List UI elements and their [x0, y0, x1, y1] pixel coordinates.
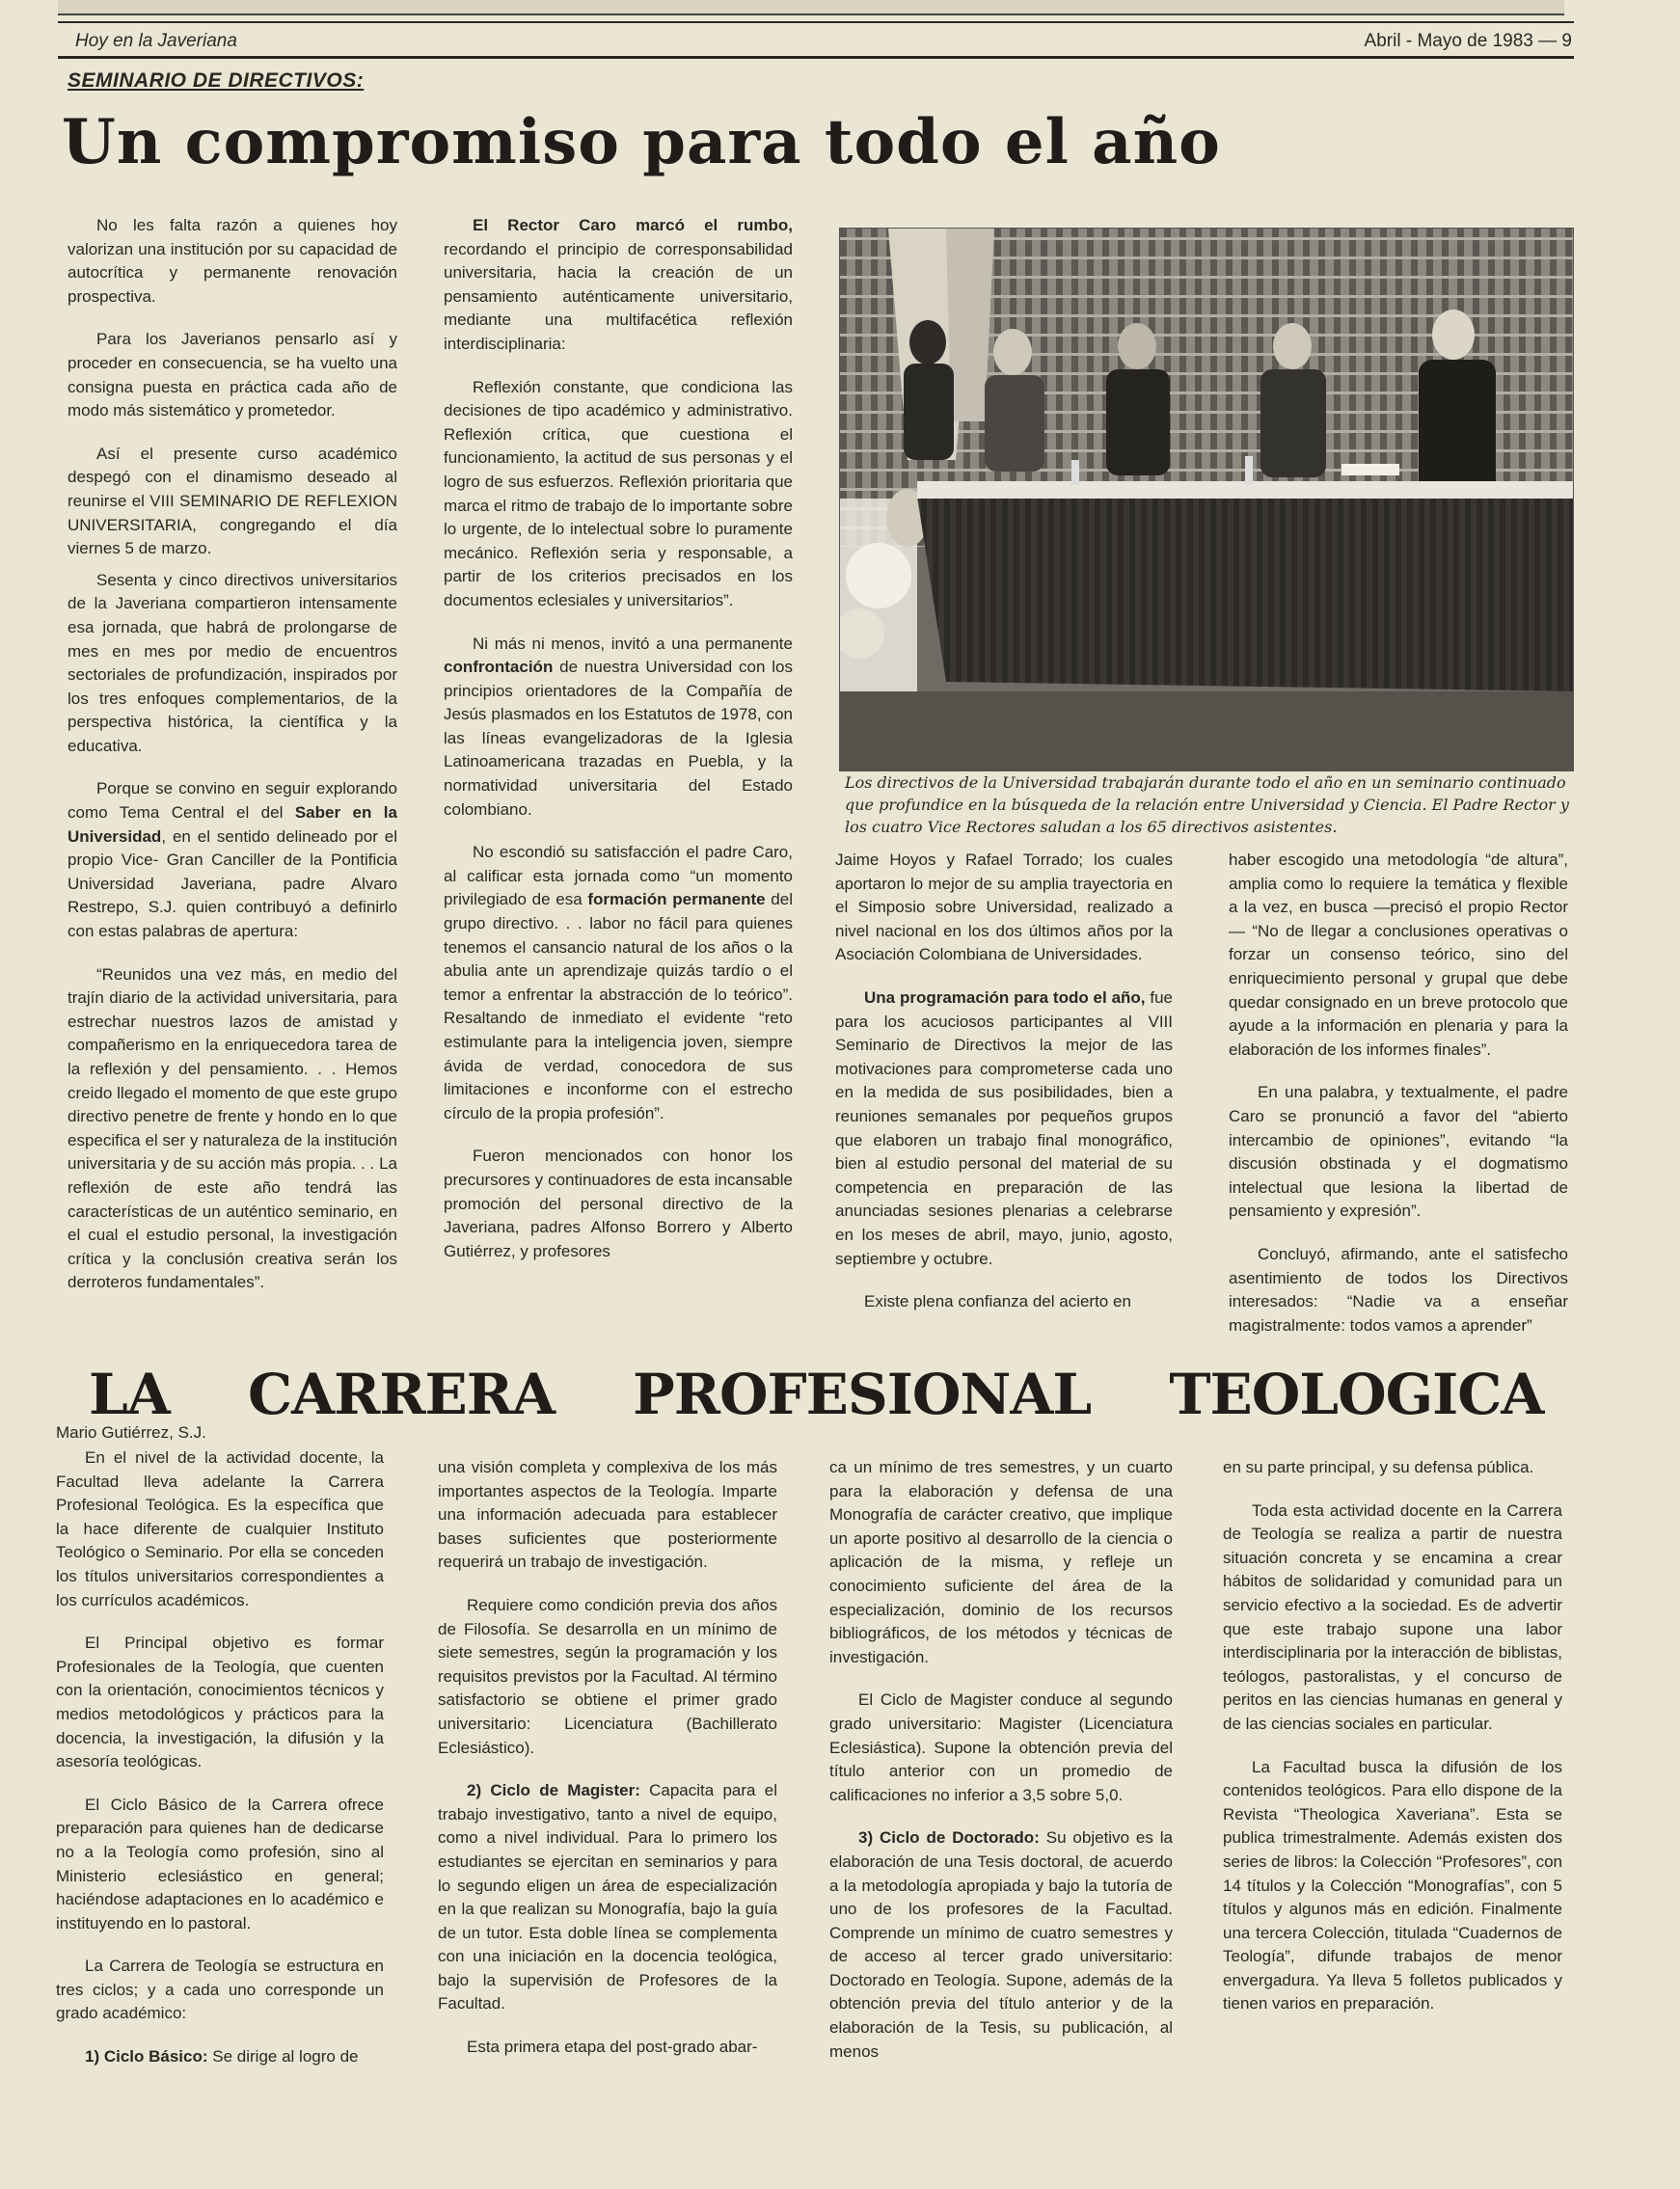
- paragraph: Porque se convino en seguir explorando como Tema Central el del Saber en la Universidad, en el sentido delineado por el propio Vice- Gran Canciller de la Pontificia Universidad Javeriana, padre Alvaro Restrepo, S.J. quien contribuyó a definirlo con estas palabras de apertura:: [68, 779, 397, 941]
- paragraph: haber escogido una metodología “de altura”, amplia como lo requiere la temática y flexible a la vez, en busca —precisó el propio Rector— “No de llegar a conclusiones operativas o forzar un consenso teórico, sino del enriquecimiento personal y grupal que debe quedar consignado en un breve protocolo que ayude a la información en plenaria y para la elaboración de los informes finales”.: [1229, 851, 1568, 1059]
- paragraph: El Rector Caro marcó el rumbo, recordando el principio de corresponsabilidad universitaria, hacia la creación de un pensamiento auténticamente universitario, mediante una multifacética reflexión interdisciplinaria:: [444, 216, 793, 353]
- paragraph: Una programación para todo el año, fue para los acuciosos participantes al VIII Seminario de Directivos la mejor de las motivaciones para comprometerse cada uno en la medida de sus posibilidades, bien a reuniones semanales por pequeños grupos que elaboren un trabajo final monográfico, bien al estudio personal del material de su competencia en preparación de las anunciadas sesiones plenarias a celebrarse en los meses de abril, mayo, junio, agosto, septiembre y octubre.: [835, 987, 1174, 1268]
- date-page-number: Abril - Mayo de 1983 — 9: [1364, 31, 1572, 51]
- paragraph: una visión completa y complexiva de los más importantes aspectos de la Teología. Imparte una información adecuada para establecer bases suficientes que posteriormente requerirá un trabajo de investigación.: [438, 1458, 777, 1572]
- bold-phrase: 3) Ciclo de Doctorado:: [858, 1828, 1040, 1848]
- previous-page-bleed: [58, 0, 1564, 15]
- paragraph: Concluyó, afirmando, ante el satisfecho asentimiento de todos los Directivos interesados: “Nadie va a enseñar magistralmente: todos vamos a aprender”: [1229, 1244, 1568, 1335]
- paragraph: 2) Ciclo de Magister: Capacita para el trabajo investigativo, tanto a nivel de equipo, como a nivel individual. Para lo primero los estudiantes se ejercitan en seminarios y para lo segundo eligen un área de especialización en la que realizan su Monografía, bajo la guía de un tutor. Esta doble línea se complementa con una iniciación en la docencia teológica, bajo la supervisión de Profesores de la Facultad.: [438, 1781, 777, 2013]
- article2-column-4: [1223, 1456, 1562, 2036]
- bold-phrase: El Rector Caro marcó el rumbo,: [473, 216, 793, 234]
- bold-phrase: Saber en la Universidad: [68, 803, 397, 846]
- paragraph: Reflexión constante, que condiciona las decisiones de tipo académico y administrativo. Reflexión crítica, que cuestiona el funcionamiento, la actitud de sus personas y el logro de sus esfuerzos. Reflexión prioritaria que marca el ritmo de trabajo de lo importante sobre lo urgente, de lo intelectual sobre lo puramente mecánico. Reflexión seria y responsable, a partir de los criterios precisados en los documentos eclesiales y universitarios”.: [444, 377, 793, 609]
- bold-phrase: 2) Ciclo de Magister:: [467, 1781, 640, 1800]
- article1-column-3: [835, 849, 1173, 1334]
- paragraph: No les falta razón a quienes hoy valorizan una institución por su capacidad de autocrítica y permanente renovación prospectiva.: [68, 216, 397, 306]
- paragraph: 1) Ciclo Básico: Se dirige al logro de: [85, 2047, 359, 2067]
- paragraph: La Facultad busca la difusión de los contenidos teológicos. Para ello dispone de la Revista “Theologica Xaveriana”. Esta se publica trimestralmente. Además existen dos series de libros: la Colección “Profesores”, con 14 títulos y la Colección “Monografías”, con 5 títulos y algunos más en edición. Finalmente una tercera Colección, titulada “Cuadernos de Teología”, difunde trabajos de menor envergadura. Ya lleva 5 folletos publicados y tienen varios en preparación.: [1223, 1757, 1562, 2013]
- paragraph: ca un mínimo de tres semestres, y un cuarto para la elaboración y defensa de una Monografía de carácter creativo, que implique un aporte positivo al desarrollo de la ciencia o aplicación de la misma, y refleje un conocimiento suficiente del área de la especialización, dominio de los recursos bibliográficos, de los métodos y técnicas de investigación.: [829, 1458, 1173, 1666]
- paragraph: Para los Javerianos pensarlo así y proceder en consecuencia, se ha vuelto una consigna puesta en práctica cada año de modo más sistemático y prometedor.: [68, 330, 397, 420]
- paragraph: en su parte principal, y su defensa pública.: [1223, 1458, 1534, 1476]
- header-rule: [58, 56, 1574, 59]
- paragraph: En una palabra, y textualmente, el padre Caro se pronunció a favor del “abierto intercambio de opiniones”, evitando “la discusión obstinada y el dogmatismo intelectual que lesiona la libertad de pensamiento y expresión”.: [1229, 1083, 1568, 1221]
- paragraph: Jaime Hoyos y Rafael Torrado; los cuales aportaron lo mejor de su amplia trayectoria en el Simposio sobre Universidad, realizado a nivel nacional en los dos últimos años por la Asociación Colombiana de Universidades.: [835, 851, 1173, 964]
- article1-column-4: [1229, 849, 1568, 1357]
- quote-paragraph: “Reunidos una vez más, en medio del trajín diario de la actividad universitaria, para estrechar nuestros lazos de amistad y compañerismo en la enriquecedora tarea de la reflexión y del pensamiento. . . Hemos creido llegado el momento de que este grupo directivo penetre de frente y hondo en lo que especifica el ser y naturaleza de la institución universitaria y de su acción más propia. . . La reflexión de este año tendrá las características de un auténtico seminario, en el cual el estudio personal, la investigación crítica y la conclusión creativa serán los derroteros fundamentales”.: [68, 964, 397, 1292]
- bold-phrase: Una programación para todo el año,: [864, 987, 1146, 1007]
- paragraph: Existe plena confianza del acierto en: [864, 1292, 1131, 1311]
- paragraph: En el nivel de la actividad docente, la Facultad lleva adelante la Carrera Profesional Teológica. Es la específica que la hace diferente de cualquier Instituto Teológico o Seminario. Por ella se conceden los títulos universitarios correspondientes a los currículos académicos.: [56, 1448, 384, 1609]
- article2-column-1: [56, 1446, 384, 2089]
- article2-headline: LA CARRERA PROFESIONAL TEOLOGICA: [89, 1362, 1544, 1427]
- article2-column-2: [438, 1456, 777, 2079]
- paragraph: No escondió su satisfacción el padre Caro, al calificar esta jornada como “un momento privilegiado de esa formación permanente del grupo directivo. . . labor no fácil para quienes tenemos el cansancio natural de los años o la abulia ante un aprendizaje quizás tardío o el temor a enfrentar la abstracción de lo teórico”. Resaltando de inmediato el evidente “reto estimulante para la inteligencia joven, siempre ávida de verdad, conocedora de sus limitaciones e inconforme con el estrecho círculo de la propia profesión”.: [444, 843, 793, 1122]
- seminar-photo: [839, 228, 1574, 771]
- article-headline: Un compromiso para todo el año: [62, 106, 1221, 178]
- paragraph: Requiere como condición previa dos años de Filosofía. Se desarrolla en un mínimo de siete semestres, según la programación y los requisitos previstos por la Facultad. Al término satisfactorio se obtiene el primer grado universitario: Licenciatura (Bachillerato Eclesiástico).: [438, 1595, 777, 1757]
- paragraph: El Ciclo de Magister conduce al segundo grado universitario: Magister (Licenciatura Eclesiástica). Supone la obtención previa del título anterior con un promedio de calificaciones no inferior a 3,5 sobre 5,0.: [829, 1690, 1173, 1804]
- article1-column-2: [444, 214, 793, 1283]
- section-name: Hoy en la Javeriana: [75, 31, 237, 51]
- paragraph: 3) Ciclo de Doctorado: Su objetivo es la elaboración de una Tesis doctoral, de acuerdo a la metodología apropiada y bajo la tutoría de uno de los profesores de la Facultad. Comprende un mínimo de cuatro semestres y de acceso al tercer grado universitario: Doctorado en Teología. Supone, además de la obtención previa del título anterior y de la elaboración de la Tesis, su publicación, al menos: [829, 1828, 1173, 2061]
- paragraph: Fueron mencionados con honor los precursores y continuadores de esta incansable promoción del personal directivo de la Javeriana, padres Alfonso Borrero y Alberto Gutiérrez, y profesores: [444, 1147, 793, 1260]
- author-byline: Mario Gutiérrez, S.J.: [56, 1423, 206, 1442]
- paragraph: La Carrera de Teología se estructura en tres ciclos; y a cada uno corresponde un grado académico:: [56, 1957, 384, 2023]
- paragraph: Toda esta actividad docente en la Carrera de Teología se realiza a partir de nuestra situación concreta y se encamina a crear hábitos de solidaridad y comunidad para un servicio efectivo a la sociedad. Es de advertir que este trabajo supone una labor interdisciplinaria por la interacción de biblistas, teólogos, pastoralistas, y el concurso de peritos en las ciencias humanas en general y de las ciencias sociales en particular.: [1223, 1500, 1562, 1733]
- paragraph: El Ciclo Básico de la Carrera ofrece preparación para quienes han de dedicarse no a la Teología como profesión, sino al Ministerio eclesiástico en general; haciéndose adaptaciones en lo académico e instituyendo en lo pastoral.: [56, 1795, 384, 1932]
- article-kicker: SEMINARIO DE DIRECTIVOS:: [68, 69, 365, 92]
- paragraph: Esta primera etapa del post-grado abar-: [467, 2038, 758, 2057]
- article2-column-3: [829, 1456, 1173, 2083]
- paragraph: El Principal objetivo es formar Profesionales de la Teología, que cuenten con la orientación, conocimientos técnicos y medios metodológicos y prácticos para la docencia, la investigación, la difusión y la asesoría teológicas.: [56, 1634, 384, 1771]
- top-rule: [58, 21, 1574, 23]
- bold-phrase: 1) Ciclo Básico:: [85, 2047, 208, 2067]
- photo-caption: Los directivos de la Universidad trabajarán durante todo el año en un seminario continuado que profundice en la búsqueda de la relación entre Universidad y Ciencia. El Padre Rector y los cuatro Vice Rectores saludan a los 65 directivos asistentes.: [845, 773, 1569, 836]
- paragraph: Así el presente curso académico despegó con el dinamismo deseado al reunirse el VIII SEMINARIO DE REFLEXION UNIVERSITARIA, congregando el día viernes 5 de marzo.: [68, 444, 397, 558]
- bold-phrase: confrontación: [444, 658, 554, 677]
- bold-phrase: formación permanente: [587, 890, 766, 909]
- article1-column-1: [68, 214, 397, 1314]
- paragraph: Ni más ni menos, invitó a una permanente confrontación de nuestra Universidad con los principios orientadores de la Compañía de Jesús plasmados en los Estatutos de 1978, con las líneas evangelizadoras de la Iglesia Latinoamericana trazadas en Puebla, y la normatividad universitaria del Estado colombiano.: [444, 634, 793, 819]
- seminar-photo-illustration: [840, 229, 1573, 770]
- paragraph: Sesenta y cinco directivos universitarios de la Javeriana compartieron intensamente esa jornada, que habrá de prolongarse de mes en mes por medio de encuentros sectoriales de profundización, inspirados por los tres enfoques complementarios, de la perspectiva histórica, la científica y la educativa.: [68, 570, 397, 755]
